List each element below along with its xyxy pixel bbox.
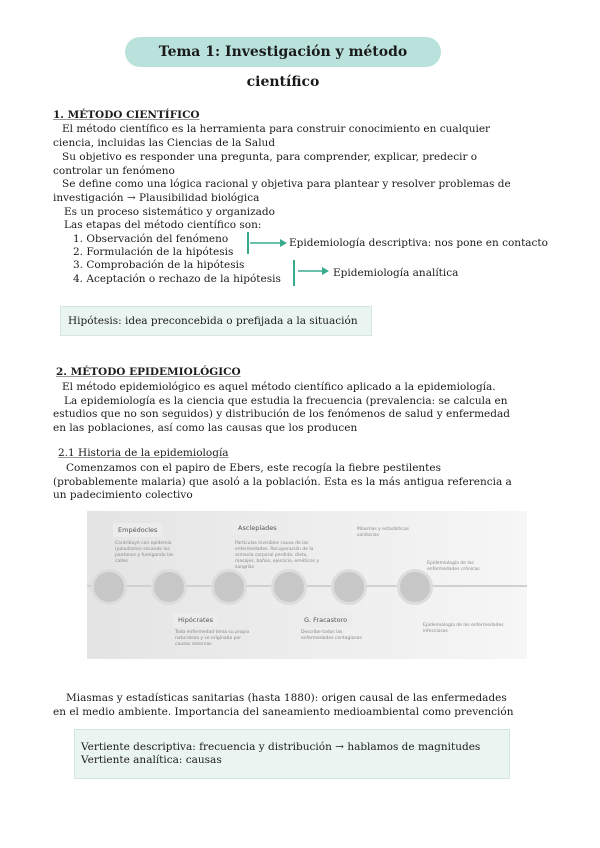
- timeline-label-fracastoro: G. Fracastoro: [299, 613, 352, 627]
- arrow-head: [280, 239, 287, 247]
- miasmas-line: en el medio ambiente. Importancia del saneamiento medioambiental como prevención: [53, 706, 514, 718]
- timeline-text: Contribuyó con epidemia (paludismo) secando los pantanos y fumigando las calles: [115, 541, 174, 564]
- timeline-node: [151, 569, 187, 605]
- s1-line: Se define como una lógica racional y objetiva para plantear y resolver problemas de: [62, 178, 511, 190]
- history-timeline: [87, 511, 527, 659]
- timeline-text: Partículas invisibles causa de las enfermedades. Recuperación de la armonía corporal perdida: dieta, masajes, baños, ejercicio, eméticos y sangrías: [235, 541, 320, 570]
- timeline-label-empedocles: Empédocles: [113, 523, 162, 537]
- timeline-label-asclepiades: Asclepíades: [233, 521, 282, 535]
- hypothesis-text: Hipótesis: idea preconcebida o prefijada a la situación: [68, 315, 358, 327]
- arrow-label-analytic: Epidemiología analítica: [333, 267, 459, 279]
- s2-line: en las poblaciones, así como las causas que los producen: [53, 422, 358, 434]
- s2-sub-line: Comenzamos con el papiro de Ebers, este recogía la fiebre pestilentes: [66, 462, 442, 474]
- timeline-text: Epidemiología de las enfermedades crónicas: [427, 561, 480, 572]
- s2-sub-line: un padecimiento colectivo: [53, 489, 193, 501]
- stage-item: 4. Aceptación o rechazo de la hipótesis: [73, 273, 281, 285]
- vertientes-box: [74, 729, 510, 779]
- vertiente-descriptive: Vertiente descriptiva: frecuencia y distribución → hablamos de magnitudes: [81, 741, 481, 753]
- s1-line: Es un proceso sistemático y organizado: [64, 206, 275, 218]
- timeline-node: [271, 569, 307, 605]
- arrow-2: [296, 264, 336, 278]
- stage-item: 3. Comprobación de la hipótesis: [73, 259, 245, 271]
- timeline-node: [211, 569, 247, 605]
- timeline-text: Toda enfermedad tenía su propio naturaleza y se originaba por causas externas: [175, 630, 250, 647]
- stage-item: 2. Formulación de la hipótesis: [73, 246, 234, 258]
- timeline-node: [397, 569, 433, 605]
- s1-line: Su objetivo es responder una pregunta, para comprender, explicar, predecir o: [62, 151, 478, 163]
- s2-line: estudios que no son seguidos) y distribución de los fenómenos de salud y enfermedad: [53, 408, 510, 420]
- s1-line: investigación → Plausibilidad biológica: [53, 192, 260, 204]
- s1-line: Las etapas del método científico son:: [64, 219, 262, 231]
- page-title: Tema 1: Investigación y método científico: [125, 37, 441, 67]
- s2-sub-line: (probablemente malaria) que asoló a la población. Esta es la más antigua referencia a: [53, 476, 512, 488]
- s1-line: El método científico es la herramienta para construir conocimiento en cualquier: [62, 123, 491, 135]
- timeline-label-hipocrates: Hipócrates: [173, 613, 218, 627]
- timeline-node: [331, 569, 367, 605]
- subsection-heading: 2.1 Historia de la epidemiología: [58, 447, 229, 459]
- s1-line: ciencia, incluidas las Ciencias de la Salud: [53, 137, 276, 149]
- section-1-heading: 1. MÉTODO CIENTÍFICO: [53, 109, 200, 121]
- vertiente-analytic: Vertiente analítica: causas: [81, 754, 222, 766]
- hypothesis-box: [60, 306, 372, 336]
- arrow-head: [322, 267, 329, 275]
- timeline-text: Miasmas y estadísticas sanitarias: [357, 527, 409, 538]
- miasmas-line: Miasmas y estadísticas sanitarias (hasta 1880): origen causal de las enfermedades: [66, 692, 507, 704]
- arrow-label-descriptive: Epidemiología descriptiva: nos pone en contacto: [289, 237, 548, 249]
- section-2-heading: 2. MÉTODO EPIDEMIOLÓGICO: [56, 366, 241, 378]
- timeline-text: Describe todas las enfermedades contagiosas: [301, 630, 362, 641]
- s1-line: controlar un fenómeno: [53, 165, 175, 177]
- timeline-text: Epidemiología de las enfermedades infecciosas: [423, 623, 504, 634]
- timeline-node: [91, 569, 127, 605]
- s2-line: La epidemiología es la ciencia que estudia la frecuencia (prevalencia: se calcula en: [64, 395, 508, 407]
- stage-item: 1. Observación del fenómeno: [73, 233, 229, 245]
- s2-line: El método epidemiológico es aquel método científico aplicado a la epidemiología.: [62, 381, 496, 393]
